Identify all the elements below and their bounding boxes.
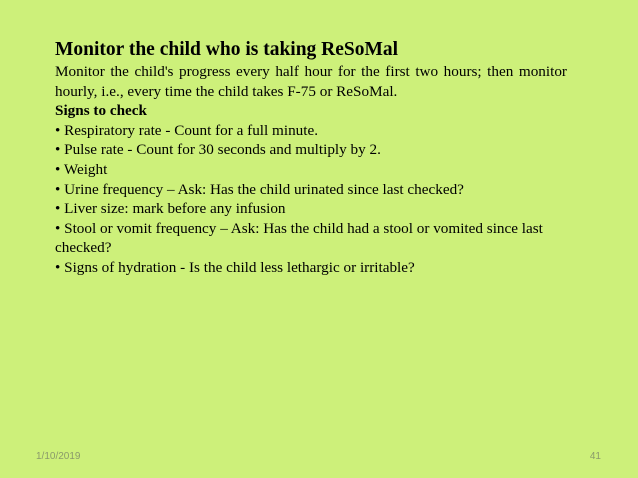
bullet-text: Liver size: mark before any infusion — [64, 200, 286, 218]
bullet-mark: • — [55, 160, 61, 178]
list-item — [55, 180, 567, 200]
bullet-mark: • — [55, 121, 61, 139]
bullet-text: Signs of hydration - Is the child less lethargic or irritable? — [64, 258, 415, 276]
list-item — [55, 258, 567, 278]
slide-title: Monitor the child who is taking ReSoMal — [55, 39, 399, 60]
bullet-mark: • — [55, 258, 61, 276]
bullet-text: Stool or vomit frequency – Ask: Has the child had a stool or vomited since last checked? — [55, 219, 543, 257]
bullet-mark: • — [55, 141, 61, 159]
list-item — [55, 219, 567, 258]
bullet-text: Respiratory rate - Count for a full minute. — [64, 121, 319, 139]
list-item — [55, 160, 567, 180]
bullet-mark: • — [55, 200, 61, 218]
slide-content — [55, 38, 567, 278]
list-item — [55, 121, 567, 141]
bullet-mark: • — [55, 219, 61, 237]
bullet-text: Pulse rate - Count for 30 seconds and multiply by 2. — [64, 141, 381, 159]
footer-date: 1/10/2019 — [36, 451, 81, 462]
bullet-mark: • — [55, 180, 61, 198]
bullet-text: Weight — [63, 160, 108, 178]
signs-list — [55, 121, 567, 278]
intro-paragraph: Monitor the child's progress every half hour for the first two hours; then monitor hourly, i.e., every time the child takes F-75 or ReSoMal. — [55, 63, 567, 100]
list-item — [55, 199, 567, 219]
bullet-text: Urine frequency – Ask: Has the child urinated since last checked? — [64, 180, 464, 198]
list-item — [55, 140, 567, 160]
signs-subheading: Signs to check — [55, 102, 147, 120]
slide-page-number: 41 — [589, 451, 601, 462]
